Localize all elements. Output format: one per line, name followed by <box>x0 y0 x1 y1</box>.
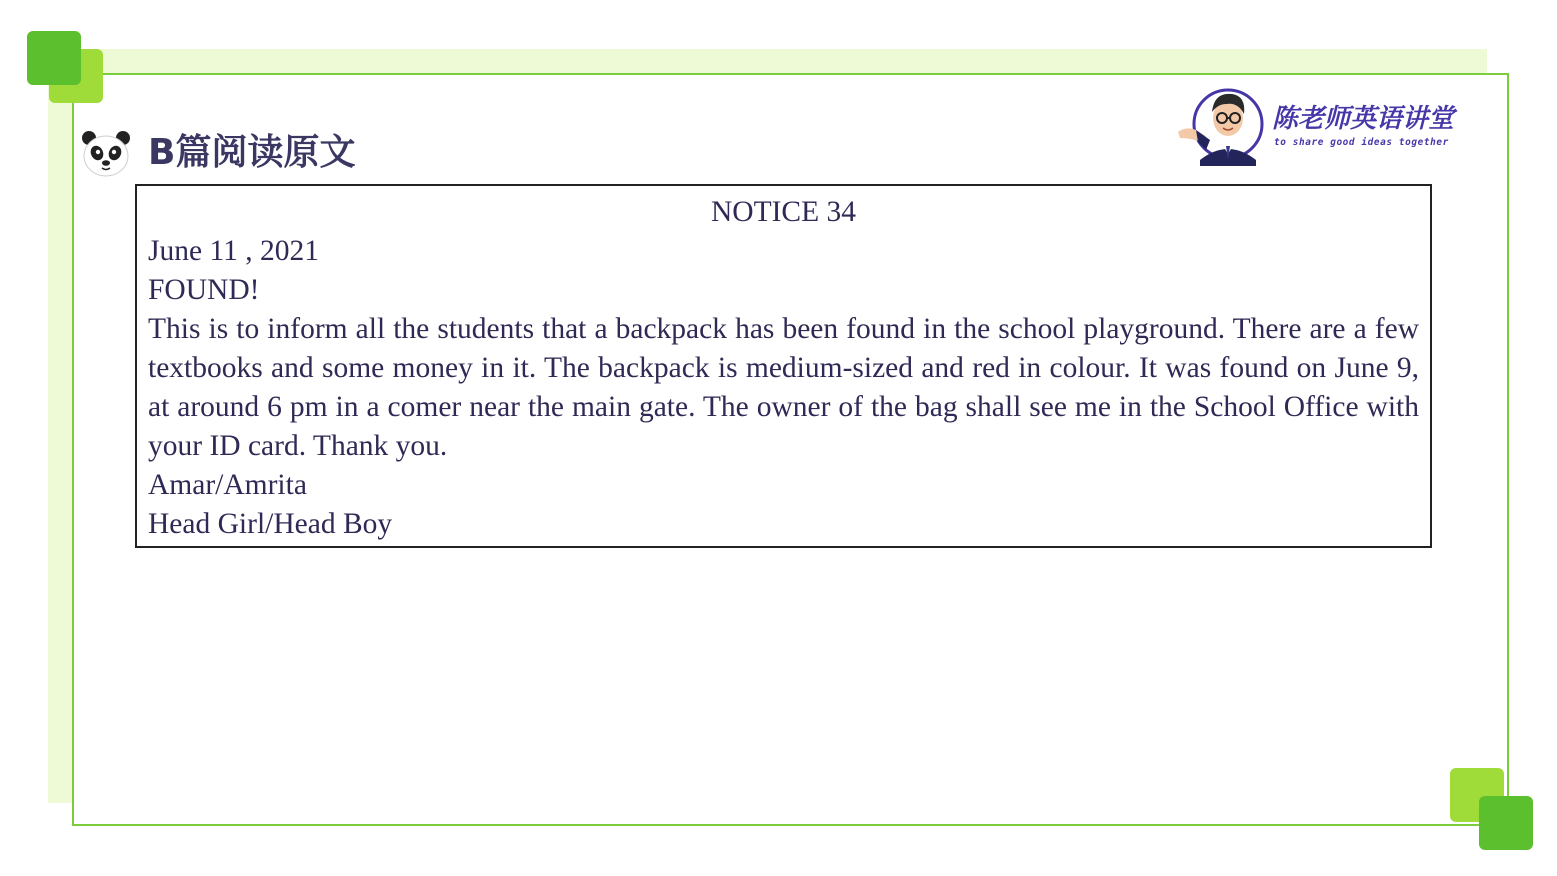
notice-body: This is to inform all the students that a backpack has been found in the school playground. There are a few textbooks and some money in it. The backpack is medium-sized and red in colour. It was found on June 9, at around 6 pm in a comer near the main gate. The owner of the bag shall see me in the School Office with your ID card. Thank you. <box>148 313 1419 462</box>
section-title: B篇阅读原文 <box>148 132 356 173</box>
background-strip-left <box>48 49 72 803</box>
corner-square-bottom-right-front <box>1479 796 1533 850</box>
brand-name: 陈老师英语讲堂 <box>1272 104 1455 134</box>
notice-signer: Amar/Amrita <box>148 469 307 501</box>
notice-heading: FOUND! <box>148 274 260 306</box>
notice-title: NOTICE 34 <box>710 196 857 228</box>
background-strip-top <box>48 49 1487 73</box>
notice-date: June 11 , 2021 <box>148 235 319 267</box>
brand-logo <box>1176 80 1496 166</box>
brand-slogan: to share good ideas together <box>1274 137 1449 148</box>
notice-role: Head Girl/Head Boy <box>148 508 393 540</box>
teacher-avatar-icon <box>1176 80 1272 166</box>
corner-square-top-left-front <box>27 31 81 85</box>
notice-box <box>135 184 1432 548</box>
panda-icon <box>80 128 132 180</box>
